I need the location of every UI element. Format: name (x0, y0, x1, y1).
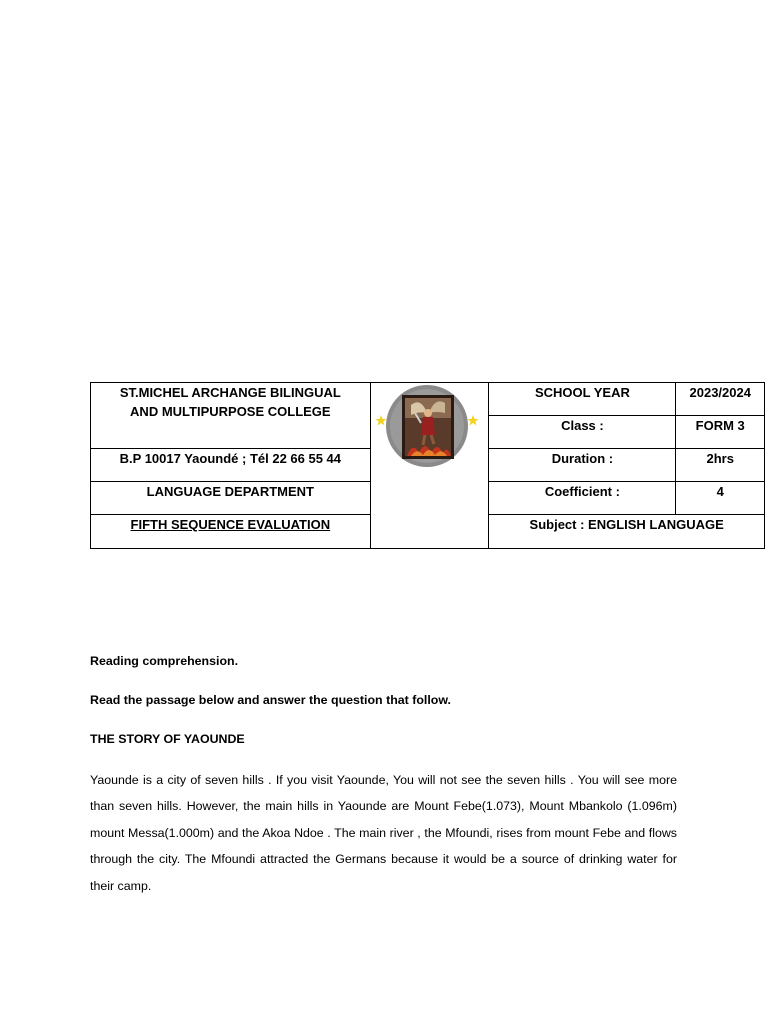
duration-value: 2hrs (676, 449, 765, 482)
class-label: Class : (489, 416, 676, 449)
logo-cell (370, 383, 489, 549)
class-value: FORM 3 (676, 416, 765, 449)
passage-paragraph: Yaounde is a city of seven hills . If you visit Yaounde, You will not see the seven hills . You will see more than seven hills. However, the main hills in Yaounde are Mount Febe(1.073), Mount Mbankolo (1.096m) mount Messa(1.000m) and the Akoa Ndoe . The main river , the Mfoundi, rises from mount Febe and flows through the city. The Mfoundi attracted the Germans because it would be a source of drinking water for their camp. (90, 773, 677, 893)
subject-cell: Subject : ENGLISH LANGUAGE (489, 515, 765, 549)
address-cell: B.P 10017 Yaoundé ; Tél 22 66 55 44 (91, 449, 371, 482)
evaluation-cell (91, 515, 371, 549)
school-name-cell (91, 383, 371, 449)
instruction-text: Read the passage below and answer the question that follow. (90, 693, 451, 707)
section-title: Reading comprehension. (90, 654, 239, 668)
coefficient-label: Coefficient : (489, 482, 676, 515)
school-year-value: 2023/2024 (676, 383, 765, 416)
school-name-line2: AND MULTIPURPOSE COLLEGE (130, 404, 331, 419)
school-name-line1: ST.MICHEL ARCHANGE BILINGUAL (119, 385, 341, 400)
coefficient-value: 4 (676, 482, 765, 515)
department-cell: LANGUAGE DEPARTMENT (91, 482, 371, 515)
duration-label: Duration : (489, 449, 676, 482)
evaluation-title: FIFTH SEQUENCE EVALUATION (130, 517, 331, 532)
story-title: THE STORY OF YAOUNDE (90, 732, 245, 746)
school-year-label: SCHOOL YEAR (489, 383, 676, 416)
saint-michael-emblem-icon (371, 383, 489, 471)
header-table (90, 382, 765, 549)
